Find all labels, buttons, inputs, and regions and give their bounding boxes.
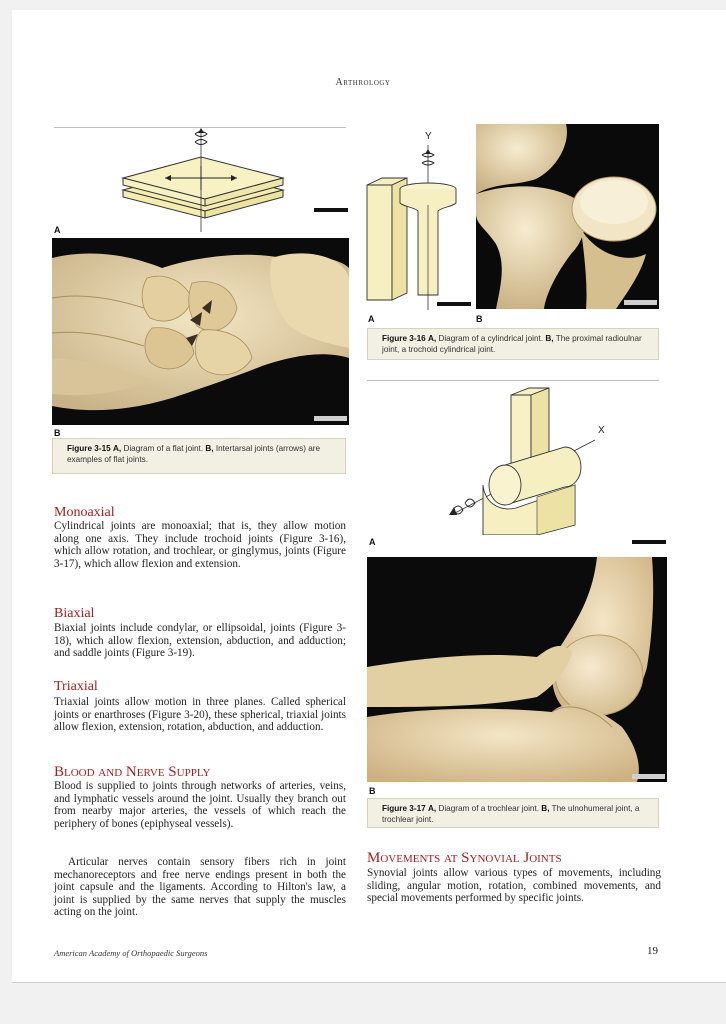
paragraph-movements: Synovial joints allow various types of movements, including sliding, angular motion, rotation, combined movements, and special movements performed by specific joints. (367, 867, 661, 905)
copyright-strip (437, 302, 471, 306)
caption-text-b: Intertarsal joints (arrows) are examples of flat joints. (67, 444, 321, 464)
caption-part-a: A, (112, 444, 122, 453)
caption-label: Figure 3-16 (382, 334, 426, 343)
caption-text-a: Diagram of a flat joint. (123, 444, 204, 453)
paragraph-nerve-supply: Articular nerves contain sensory fibers rich in joint mechanoreceptors and free nerve endings present in both the joint capsule and the ligaments. According to Hilton's law, a joint is supplied by the same nerves that supply the muscles acting on the joint. (54, 856, 346, 919)
figure-3-15-panel-b-label: B (54, 428, 61, 438)
figure-3-15-caption (52, 438, 346, 474)
heading-biaxial: Biaxial (54, 606, 95, 621)
running-header: Arthrology (335, 77, 391, 88)
figure-3-17-axis-label: X (598, 425, 605, 436)
caption-label: Figure 3-15 (67, 444, 111, 453)
figure-3-16-photo (476, 124, 659, 309)
figure-3-15-panel-a-label: A (54, 225, 61, 235)
page-number: 19 (647, 945, 658, 957)
figure-3-16-panel-b-label: B (476, 314, 483, 324)
figure-3-15-photo (52, 238, 349, 425)
caption-part-b: B, (545, 334, 554, 343)
copyright-strip (632, 540, 666, 544)
caption-part-b: B, (541, 804, 550, 813)
figure-3-16-axis-label: Y (425, 131, 432, 142)
figure-3-16-panel-a-label: A (368, 314, 375, 324)
footer-rule (12, 982, 726, 983)
heading-blood-nerve-supply: Blood and Nerve Supply (54, 764, 211, 780)
figure-3-16-caption (367, 328, 659, 360)
caption-text-b: The ulnohumeral joint, a trochlear joint. (382, 804, 640, 824)
figure-3-17-caption (367, 798, 659, 828)
footer-publisher: American Academy of Orthopaedic Surgeons (54, 948, 208, 958)
caption-part-a: A, (427, 804, 437, 813)
figure-3-17-diagram (445, 385, 605, 535)
paragraph-biaxial: Biaxial joints include condylar, or ellipsoidal, joints (Figure 3-18), which allow flexion, extension, abduction, and adduction; and saddle joints (Figure 3-19). (54, 622, 346, 660)
caption-text-a: Diagram of a cylindrical joint. (438, 334, 544, 343)
heading-triaxial: Triaxial (54, 679, 98, 694)
caption-part-b: B, (205, 444, 214, 453)
paragraph-blood-supply: Blood is supplied to joints through networks of arteries, veins, and lymphatic vessels around the joint. Usually they branch out from nearby major arteries, the vessels of which reach the periphery of bones (epiphyseal vessels). (54, 780, 346, 830)
heading-monoaxial: Monoaxial (54, 505, 115, 520)
caption-label: Figure 3-17 (382, 804, 426, 813)
paragraph-monoaxial: Cylindrical joints are monoaxial; that is, they allow motion along one axis. They include trochoid joints (Figure 3-16), which allow rotation, and trochlear, or ginglymus, joints (Figure 3-17), which allow flexion and extension. (54, 520, 346, 570)
caption-text-a: Diagram of a trochlear joint. (438, 804, 540, 813)
paragraph-triaxial: Triaxial joints allow motion in three planes. Called spherical joints or enarthroses (Figure 3-20), these spherical, triaxial joints allow flexion, extension, rotation, abduction, and adduction. (54, 696, 346, 734)
figure-3-17-panel-a-label: A (369, 537, 376, 547)
figure-3-15-diagram (115, 128, 295, 233)
figure-3-17-photo (367, 557, 667, 782)
caption-part-a: A, (427, 334, 437, 343)
caption-text-b: The proximal radioulnar joint, a trochoid cylindrical joint. (382, 334, 642, 354)
heading-movements: Movements at Synovial Joints (367, 850, 562, 866)
figure-3-17-panel-b-label: B (369, 786, 376, 796)
figure-divider (367, 380, 659, 381)
figure-3-16-diagram (362, 145, 472, 310)
copyright-strip (314, 208, 348, 212)
